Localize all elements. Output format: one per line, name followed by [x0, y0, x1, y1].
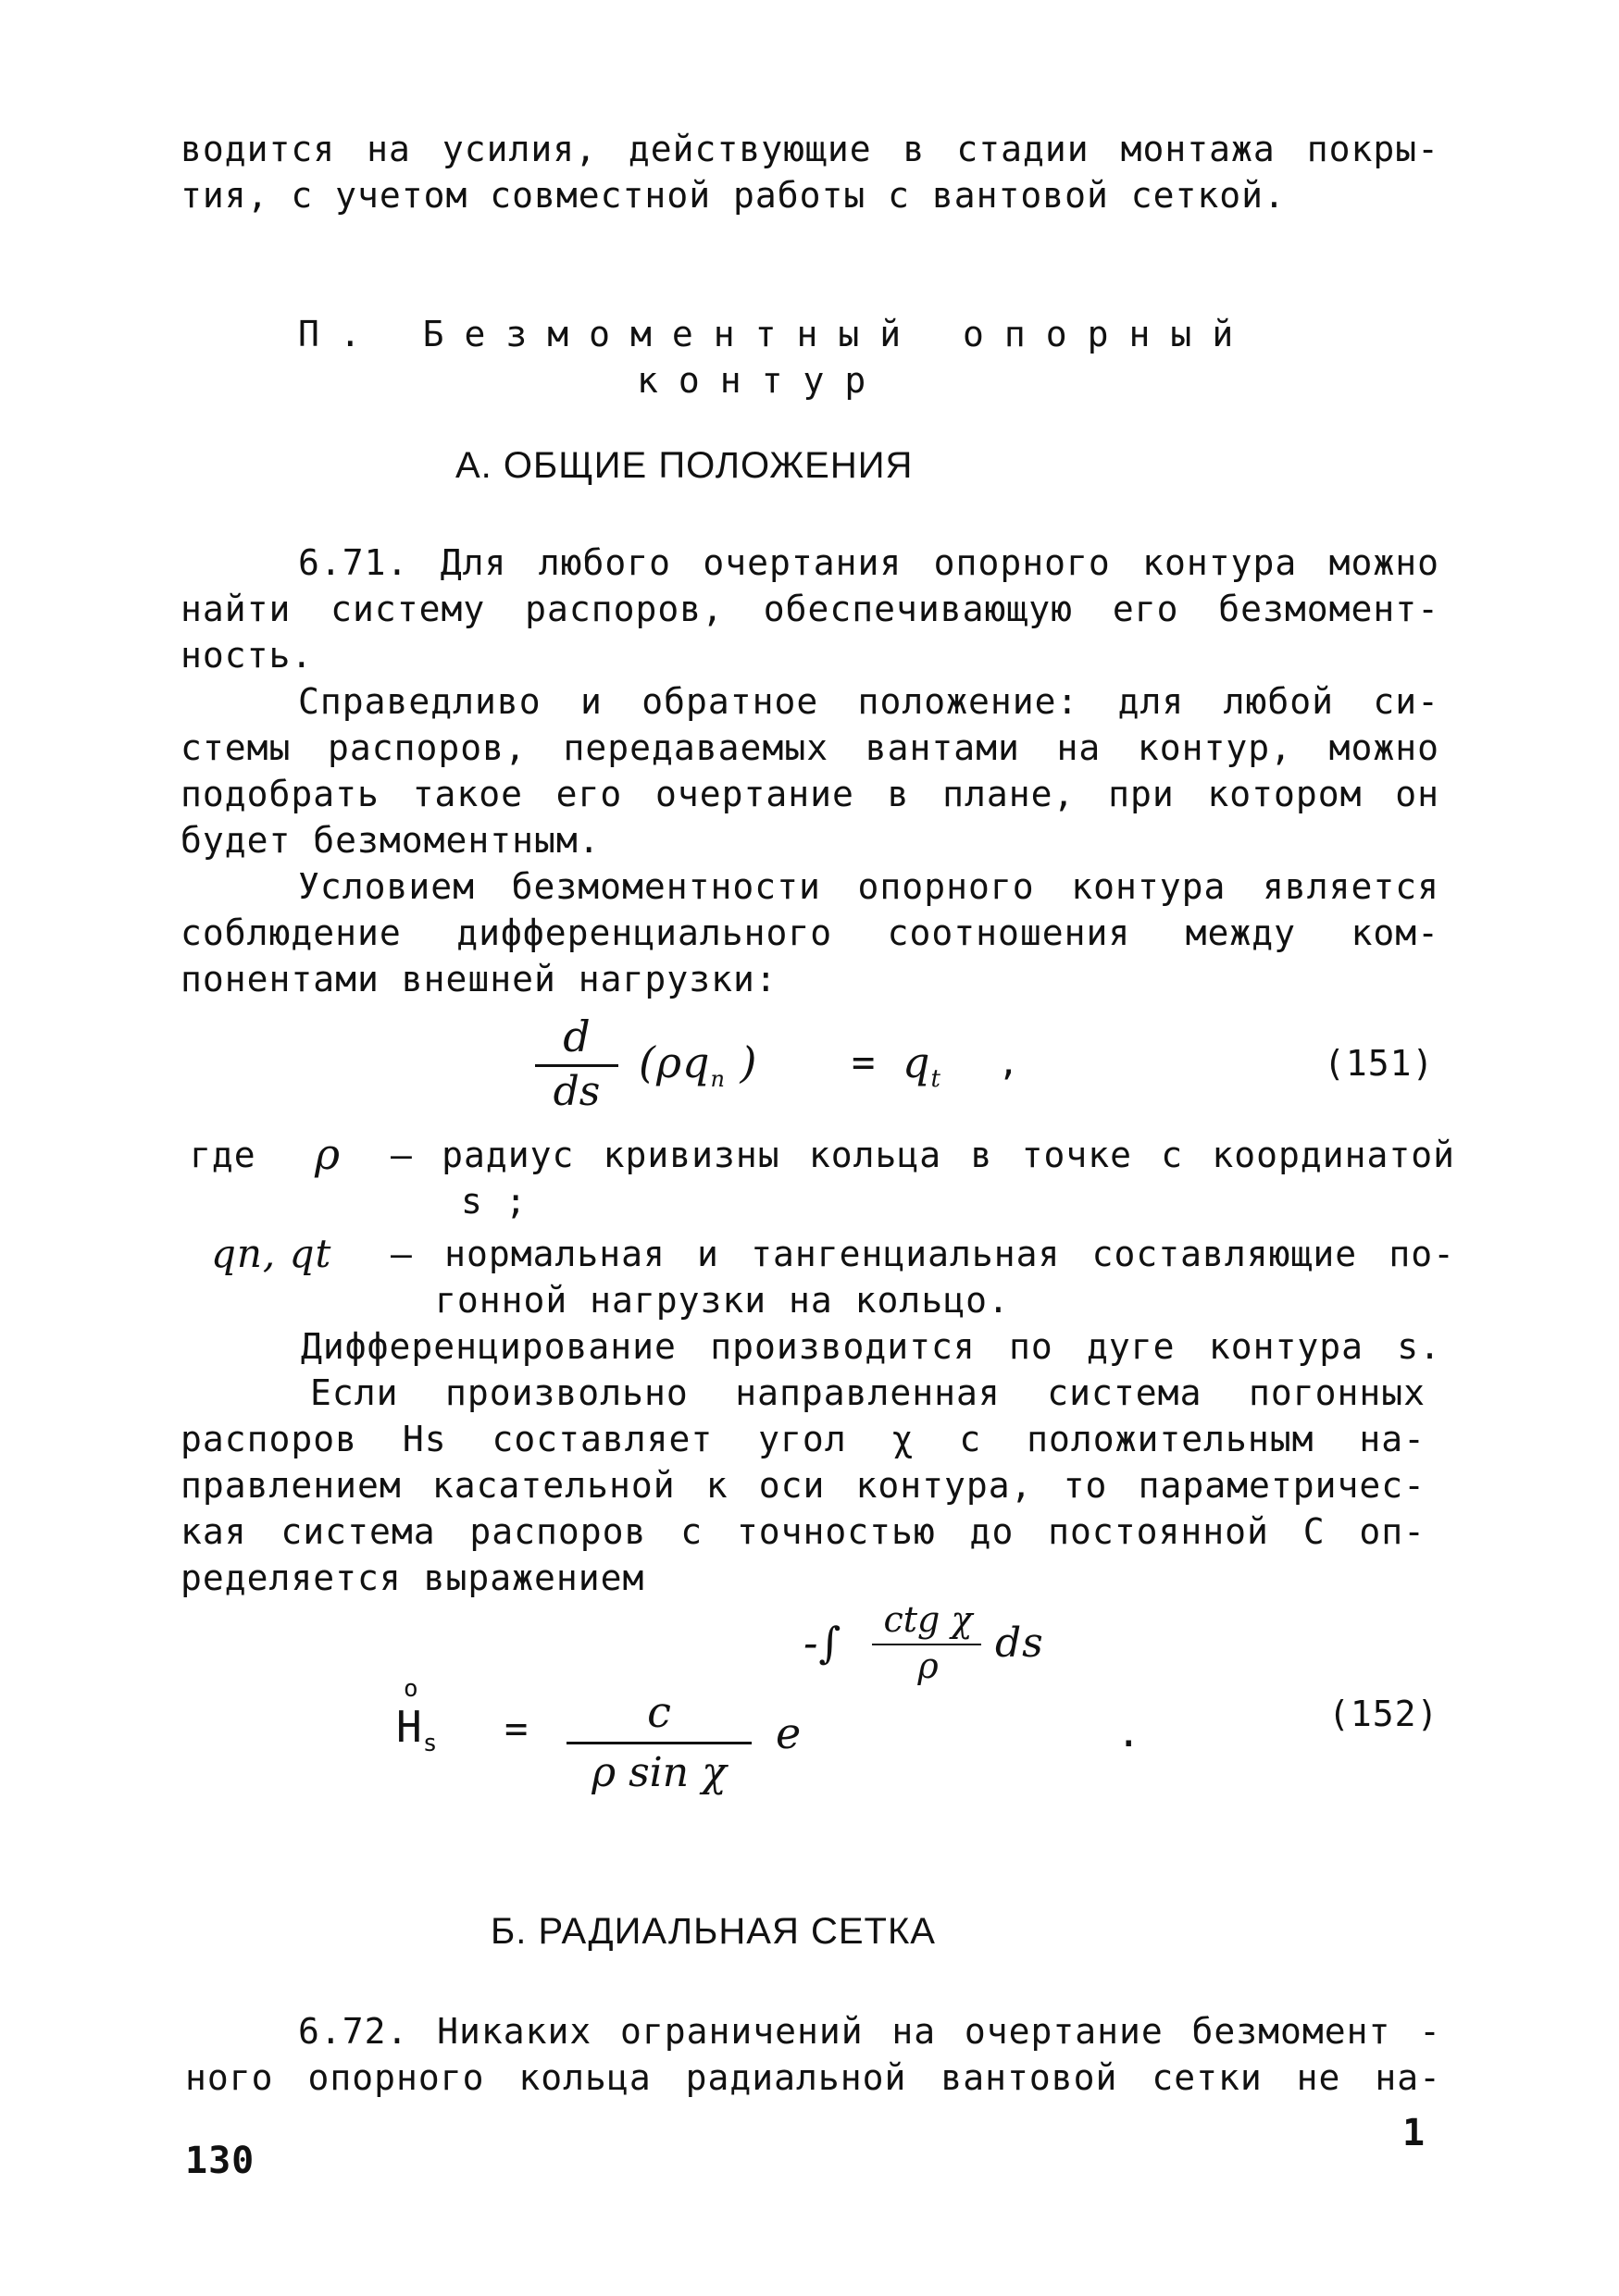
- section-title-line-1: П. Безмоментный опорный: [298, 314, 1254, 354]
- where-word: где: [190, 1135, 256, 1175]
- eq151-numerator: d: [563, 1011, 591, 1061]
- para-condition-line-1: Условием безмоментности опорного контура является: [298, 866, 1439, 907]
- page-number: 130: [185, 2140, 255, 2182]
- para-condition-line-3: понентами внешней нагрузки:: [181, 959, 778, 999]
- intro-line-2: тия, с учетом совместной работы с вантовой сеткой.: [181, 175, 1286, 216]
- eq152-exponent-numerator: ctg χ: [883, 1599, 973, 1640]
- para-reverse-line-3: подобрать такое его очертание в плане, при котором он: [181, 774, 1439, 814]
- eq152-denominator: ρ sin χ: [592, 1749, 727, 1796]
- eq152-fraction-bar: [567, 1742, 752, 1744]
- eq152-exponent-denominator: ρ: [917, 1645, 939, 1686]
- eq152-numerator: c: [647, 1687, 671, 1737]
- eq152-exp-base: e: [776, 1708, 803, 1758]
- where-q-description-2: гонной нагрузки на кольцо.: [435, 1280, 1010, 1321]
- para-arb-line-2: распоров Hs составляет угол χ с положительным на-: [181, 1419, 1426, 1459]
- para-672-line-1: 6.72. Никаких ограничений на очертание безмомент -: [298, 2011, 1441, 2052]
- para-reverse-line-4: будет безмоментным.: [181, 820, 601, 861]
- eq152-exponent-integral: -∫: [803, 1618, 842, 1668]
- para-reverse-line-2: стемы распоров, передаваемых вантами на контур, можно: [181, 727, 1439, 768]
- para-arb-line-5: ределяется выражением: [181, 1558, 645, 1598]
- eq152-lhs: $H_s$: [396, 1702, 439, 1758]
- eq152-exponent-ds: ds: [995, 1620, 1044, 1667]
- where-q-description: – нормальная и тангенциальная составляющие по-: [391, 1234, 1455, 1274]
- para-arb-line-3: правлением касательной к оси контура, то параметричес-: [181, 1465, 1426, 1506]
- eq152-dot: .: [1116, 1709, 1142, 1756]
- section-title-line-2: контур: [637, 360, 887, 401]
- where-qn-qt-symbols: qn, qt: [211, 1231, 332, 1276]
- para-672-line-2: ного опорного кольца радиальной вантовой сетки не на-: [185, 2057, 1441, 2098]
- sheet-mark: 1: [1402, 2112, 1426, 2154]
- eq151-rhs: $q_t$: [903, 1037, 941, 1094]
- eq152-label: (152): [1328, 1694, 1439, 1734]
- para-condition-line-2: соблюдение дифференциального соотношения между ком-: [181, 912, 1439, 953]
- where-rho-description: – радиус кривизны кольца в точке с координатой: [391, 1135, 1455, 1175]
- para-diff-line-1: Дифференцирование производится по дуге контура s.: [301, 1326, 1441, 1367]
- eq151-body: ($\rho q_n$ ): [639, 1037, 758, 1093]
- eq151-comma: ,: [998, 1042, 1020, 1083]
- para-arb-line-1: Если произвольно направленная система погонных: [310, 1372, 1426, 1413]
- where-rho-symbol: ρ: [315, 1129, 342, 1179]
- subsection-a-heading: А. ОБЩИЕ ПОЛОЖЕНИЯ: [455, 445, 914, 486]
- eq151-equals: =: [852, 1039, 877, 1085]
- eq152-equals: =: [504, 1706, 529, 1751]
- intro-line-1: водится на усилия, действующие в стадии монтажа покры-: [181, 129, 1439, 169]
- para-671-line-2: найти систему распоров, обеспечивающую его безмомент-: [181, 589, 1439, 629]
- where-rho-description-2: s ;: [461, 1181, 528, 1222]
- para-671-line-3: ность.: [181, 635, 314, 676]
- eq151-denominator: ds: [553, 1068, 601, 1115]
- subsection-b-heading: Б. РАДИАЛЬНАЯ СЕТКА: [491, 1911, 936, 1952]
- eq151-label: (151): [1324, 1043, 1435, 1084]
- eq151-fraction-bar: [535, 1064, 618, 1067]
- para-arb-line-4: кая система распоров с точностью до постоянной C оп-: [181, 1511, 1426, 1552]
- para-reverse-line-1: Справедливо и обратное положение: для любой си-: [298, 681, 1439, 722]
- eq152-lhs-ring: o: [404, 1675, 419, 1703]
- para-671-line-1: 6.71. Для любого очертания опорного контура можно: [298, 542, 1439, 583]
